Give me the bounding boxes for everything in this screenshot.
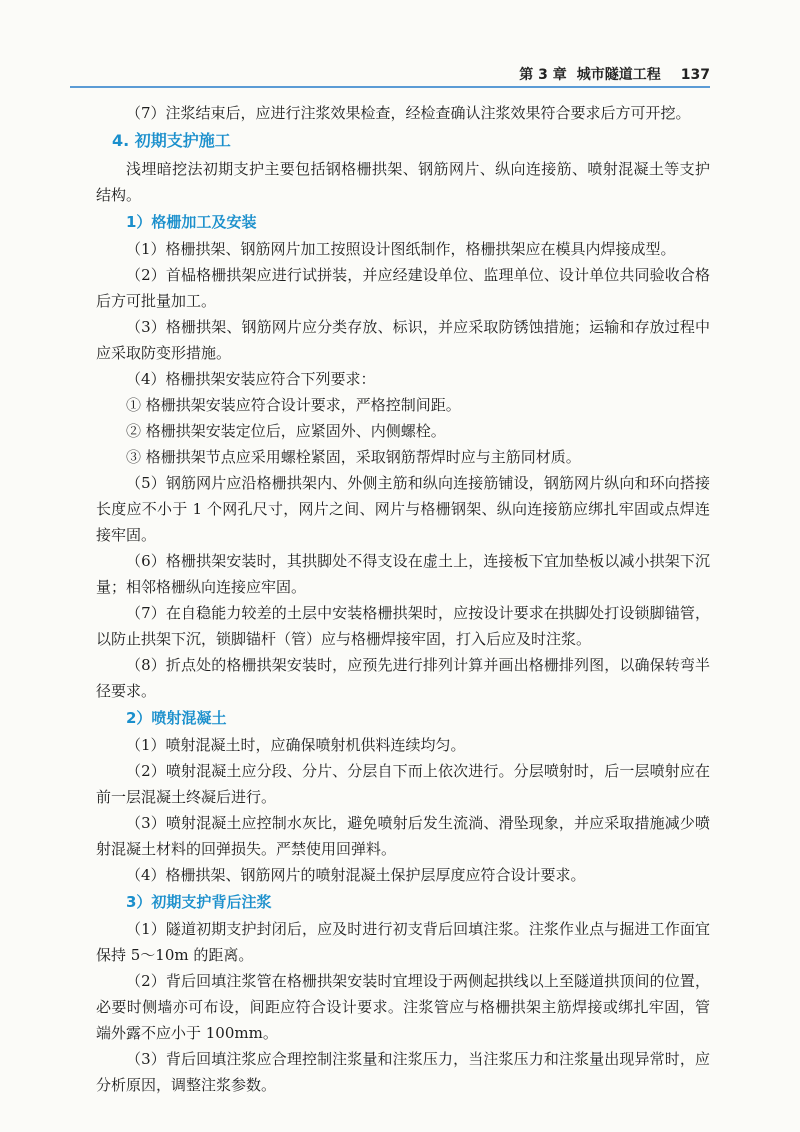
chapter-title: 城市隧道工程 (576, 67, 661, 83)
paragraph: （3）喷射混凝土应控制水灰比，避免喷射后发生流淌、滑坠现象，并应采取措施减少喷射混凝土材料的回弹损失。严禁使用回弹料。 (96, 814, 710, 858)
paragraph: （2）背后回填注浆管在格栅拱架安装时宜埋设于两侧起拱线以上至隧道拱顶间的位置，必要时侧墙亦可布设，间距应符合设计要求。注浆管应与格栅拱架主筋焊接或绑扎牢固，管端外露不应小于 100mm。 (96, 972, 710, 1042)
paragraph: （8）折点处的格栅拱架安装时，应预先进行排列计算并画出格栅排列图，以确保转弯半径要求。 (96, 656, 710, 700)
paragraph: （3）格栅拱架、钢筋网片应分类存放、标识，并应采取防锈蚀措施；运输和存放过程中应采取防变形措施。 (96, 318, 710, 362)
paragraph: （1）喷射混凝土时，应确保喷射机供料连续均匀。 (126, 736, 466, 754)
chapter-number: 第 3 章 (519, 67, 567, 83)
page-header (70, 62, 710, 88)
subsection-heading: 3）初期支护背后注浆 (126, 893, 272, 911)
paragraph: （1）隧道初期支护封闭后，应及时进行初支背后回填注浆。注浆作业点与掘进工作面宜保持 5～10m 的距离。 (96, 920, 710, 964)
paragraph: （4）格栅拱架、钢筋网片的喷射混凝土保护层厚度应符合设计要求。 (126, 866, 586, 884)
paragraph: （6）格栅拱架安装时，其拱脚处不得支设在虚土上，连接板下宜加垫板以减小拱架下沉量；相邻格栅纵向连接应牢固。 (96, 552, 710, 596)
subsection-heading: 1）格栅加工及安装 (126, 213, 257, 231)
page-body (96, 100, 710, 1098)
paragraph: （5）钢筋网片应沿格栅拱架内、外侧主筋和纵向连接筋铺设，钢筋网片纵向和环向搭接长度应不小于 1 个网孔尺寸，网片之间、网片与格栅钢架、纵向连接筋应绑扎牢固或点焊连接牢固。 (96, 474, 710, 544)
paragraph: ② 格栅拱架安装定位后，应紧固外、内侧螺栓。 (126, 422, 446, 440)
paragraph: （3）背后回填注浆应合理控制注浆量和注浆压力，当注浆压力和注浆量出现异常时，应分析原因，调整注浆参数。 (96, 1050, 710, 1094)
paragraph: （2）喷射混凝土应分段、分片、分层自下而上依次进行。分层喷射时，后一层喷射应在前一层混凝土终凝后进行。 (96, 762, 710, 806)
paragraph: （1）格栅拱架、钢筋网片加工按照设计图纸制作，格栅拱架应在模具内焊接成型。 (126, 240, 676, 258)
page-number: 137 (680, 67, 710, 83)
paragraph: （7）注浆结束后，应进行注浆效果检查，经检查确认注浆效果符合要求后方可开挖。 (126, 104, 691, 122)
header-rule (70, 86, 710, 88)
section-heading: 4. 初期支护施工 (112, 131, 231, 150)
paragraph: （7）在自稳能力较差的土层中安装格栅拱架时，应按设计要求在拱脚处打设锁脚锚管，以防止拱架下沉，锁脚锚杆（管）应与格栅焊接牢固，打入后应及时注浆。 (96, 604, 710, 648)
paragraph: （2）首榀格栅拱架应进行试拼装，并应经建设单位、监理单位、设计单位共同验收合格后方可批量加工。 (96, 266, 710, 310)
paragraph: （4）格栅拱架安装应符合下列要求： (126, 370, 376, 388)
header-text (519, 64, 710, 84)
subsection-heading: 2）喷射混凝土 (126, 709, 227, 727)
paragraph: 浅埋暗挖法初期支护主要包括钢格栅拱架、钢筋网片、纵向连接筋、喷射混凝土等支护结构。 (96, 160, 710, 204)
paragraph: ① 格栅拱架安装应符合设计要求，严格控制间距。 (126, 396, 461, 414)
paragraph: ③ 格栅拱架节点应采用螺栓紧固，采取钢筋帮焊时应与主筋同材质。 (126, 448, 581, 466)
